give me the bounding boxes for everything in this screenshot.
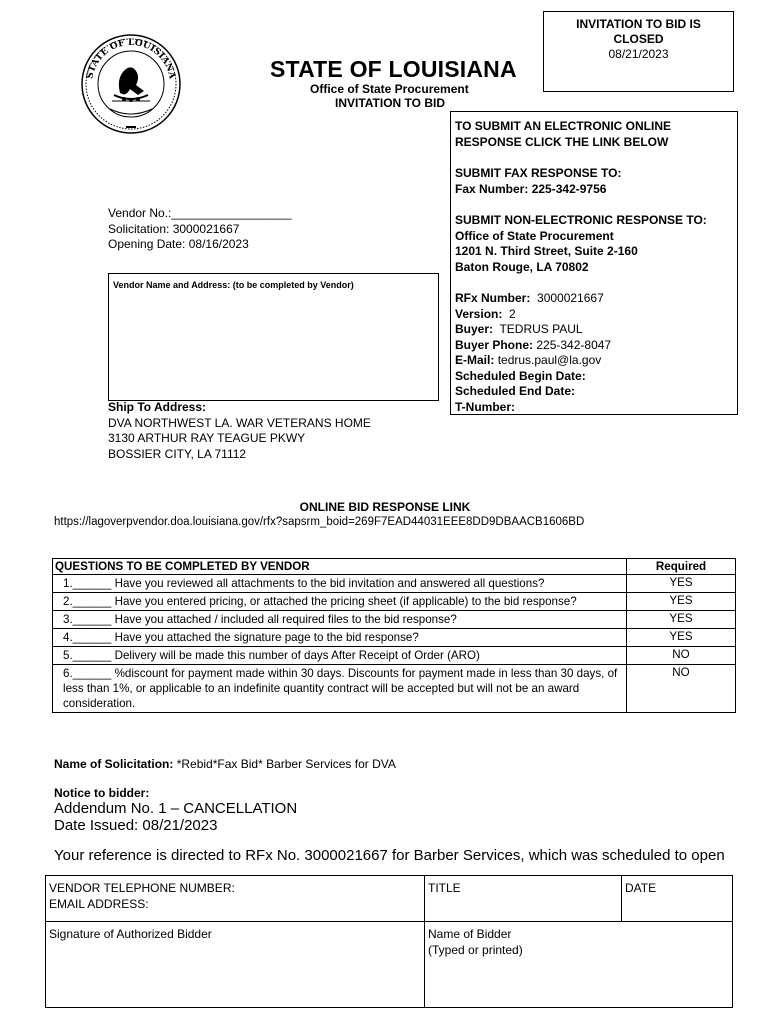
table-row [53, 665, 736, 713]
buyer-phone-row [455, 338, 733, 354]
ship-line2: 3130 ARTHUR RAY TEAGUE PKWY [108, 431, 306, 445]
buyer-phone-value: 225-342-8047 [536, 337, 612, 352]
bidder-name-sublabel: (Typed or printed) [428, 943, 523, 957]
signature-label: Signature of Authorized Bidder [49, 927, 212, 941]
status-date: 08/21/2023 [608, 47, 669, 61]
version-label: Version: [455, 306, 503, 321]
email-value[interactable]: tedrus.paul@la.gov [497, 353, 602, 367]
address-line3: Baton Rouge, LA 70802 [455, 259, 589, 274]
required-value: NO [627, 647, 736, 665]
question-text[interactable]: 3.______ Have you attached / included all required files to the bid response? [53, 611, 627, 629]
question-text[interactable]: 1.______ Have you reviewed all attachments to the bid invitation and answered all questions? [53, 575, 627, 593]
questions-header-row [53, 559, 736, 575]
table-row [53, 611, 736, 629]
required-value: YES [627, 575, 736, 593]
buyer-label: Buyer: [455, 322, 494, 336]
signature-field[interactable] [46, 922, 425, 1008]
address-line2: 1201 N. Third Street, Suite 2-160 [455, 244, 638, 258]
rfx-number-row [455, 291, 733, 307]
table-row [53, 629, 736, 647]
ship-line3: BOSSIER CITY, LA 71112 [108, 446, 247, 461]
email-address-label: EMAIL ADDRESS: [49, 897, 149, 911]
bidder-name-label: Name of Bidder [428, 927, 512, 941]
vendor-number-field[interactable]: Vendor No.:__________________ [108, 206, 292, 220]
question-text[interactable]: 2.______ Have you entered pricing, or attached the pricing sheet (if applicable) to the bid response? [53, 593, 627, 611]
office-subtitle: Office of State Procurement [310, 82, 469, 96]
vendor-name-box-label: Vendor Name and Address: (to be completed by Vendor) [113, 280, 354, 290]
title-field[interactable] [425, 876, 622, 922]
solicitation-name-value: *Rebid*Fax Bid* Barber Services for DVA [176, 757, 396, 771]
nonelectronic-heading: SUBMIT NON-ELECTRONIC RESPONSE TO: [455, 213, 707, 227]
vendor-contact-field[interactable] [46, 876, 425, 922]
status-line2: CLOSED [613, 32, 664, 46]
solicitation-number: Solicitation: 3000021667 [108, 221, 240, 236]
addendum-title: Addendum No. 1 – CANCELLATION [54, 800, 298, 817]
status-box [543, 11, 734, 92]
online-bid-link[interactable]: https://lagoverpvendor.doa.louisiana.gov/rfx?sapsrm_boid=269F7EAD44031EEE8DD9DBAACB1606BD [54, 516, 585, 528]
date-label: DATE [625, 881, 657, 895]
t-number-label: T-Number: [455, 399, 515, 414]
ship-line1: DVA NORTHWEST LA. WAR VETERANS HOME [108, 415, 371, 430]
table-row [53, 575, 736, 593]
fax-label: Fax Number: [455, 181, 529, 196]
fax-value: 225-342-9756 [531, 181, 607, 196]
signature-row-1 [46, 876, 733, 922]
opening-date: Opening Date: 08/16/2023 [108, 237, 249, 251]
ship-to-address [108, 400, 371, 462]
date-issued: Date Issued: 08/21/2023 [54, 817, 218, 834]
notice-label: Notice to bidder: [54, 786, 150, 800]
signature-table [45, 875, 733, 1008]
state-seal-icon [80, 33, 182, 135]
date-field[interactable] [622, 876, 733, 922]
addendum-block [54, 800, 297, 834]
table-row [53, 593, 736, 611]
vendor-phone-label: VENDOR TELEPHONE NUMBER: [49, 881, 235, 895]
question-text[interactable]: 5.______ Delivery will be made this number of days After Receipt of Order (ARO) [53, 647, 627, 665]
ship-to-label: Ship To Address: [108, 400, 207, 414]
page-title: STATE OF LOUISIANA [270, 56, 517, 82]
online-link-heading: ONLINE BID RESPONSE LINK [299, 500, 471, 514]
required-value: YES [627, 611, 736, 629]
bidder-name-field[interactable] [425, 922, 733, 1008]
vendor-info [108, 206, 292, 253]
version-row [455, 307, 733, 323]
question-text[interactable]: 4.______ Have you attached the signature page to the bid response? [53, 629, 627, 647]
online-response-line1: TO SUBMIT AN ELECTRONIC ONLINE [455, 119, 671, 133]
status-line1: INVITATION TO BID IS [576, 17, 701, 31]
solicitation-name-label: Name of Solicitation: [54, 757, 174, 771]
questions-header: QUESTIONS TO BE COMPLETED BY VENDOR [53, 559, 627, 575]
buyer-row [455, 322, 733, 338]
reference-text: Your reference is directed to RFx No. 3000021667 for Barber Services, which was scheduled to open [54, 847, 725, 864]
required-value: NO [627, 665, 736, 713]
required-value: YES [627, 593, 736, 611]
signature-row-2 [46, 922, 733, 1008]
email-label: E-Mail: [455, 353, 495, 367]
fax-heading: SUBMIT FAX RESPONSE TO: [455, 166, 622, 180]
question-text[interactable]: 6.______ %discount for payment made within 30 days. Discounts for payment made in less than 30 days, of less than 1%, or applicable to an indefinite quantity contract will be accepted but will not be an award consideration. [53, 665, 627, 713]
vendor-name-address-field[interactable] [108, 273, 439, 401]
buyer-phone-label: Buyer Phone: [455, 337, 534, 352]
email-row [455, 353, 733, 369]
rfx-value: 3000021667 [537, 291, 604, 305]
address-line1: Office of State Procurement [455, 228, 614, 243]
required-value: YES [627, 629, 736, 647]
table-row [53, 647, 736, 665]
required-header: Required [627, 559, 736, 575]
buyer-value: TEDRUS PAUL [499, 322, 583, 336]
fax-number-row [455, 182, 733, 198]
invitation-subtitle: INVITATION TO BID [335, 96, 445, 110]
begin-date-label: Scheduled Begin Date: [455, 368, 586, 383]
online-response-line2: RESPONSE CLICK THE LINK BELOW [455, 134, 669, 149]
title-label: TITLE [428, 881, 461, 895]
rfx-label: RFx Number: [455, 291, 531, 305]
seal-text: STATE OF LOUISIANA [85, 37, 177, 80]
end-date-label: Scheduled End Date: [455, 384, 576, 398]
solicitation-name [54, 757, 396, 771]
questions-table [52, 558, 736, 713]
response-instructions-box [450, 111, 738, 415]
version-value: 2 [509, 306, 516, 321]
